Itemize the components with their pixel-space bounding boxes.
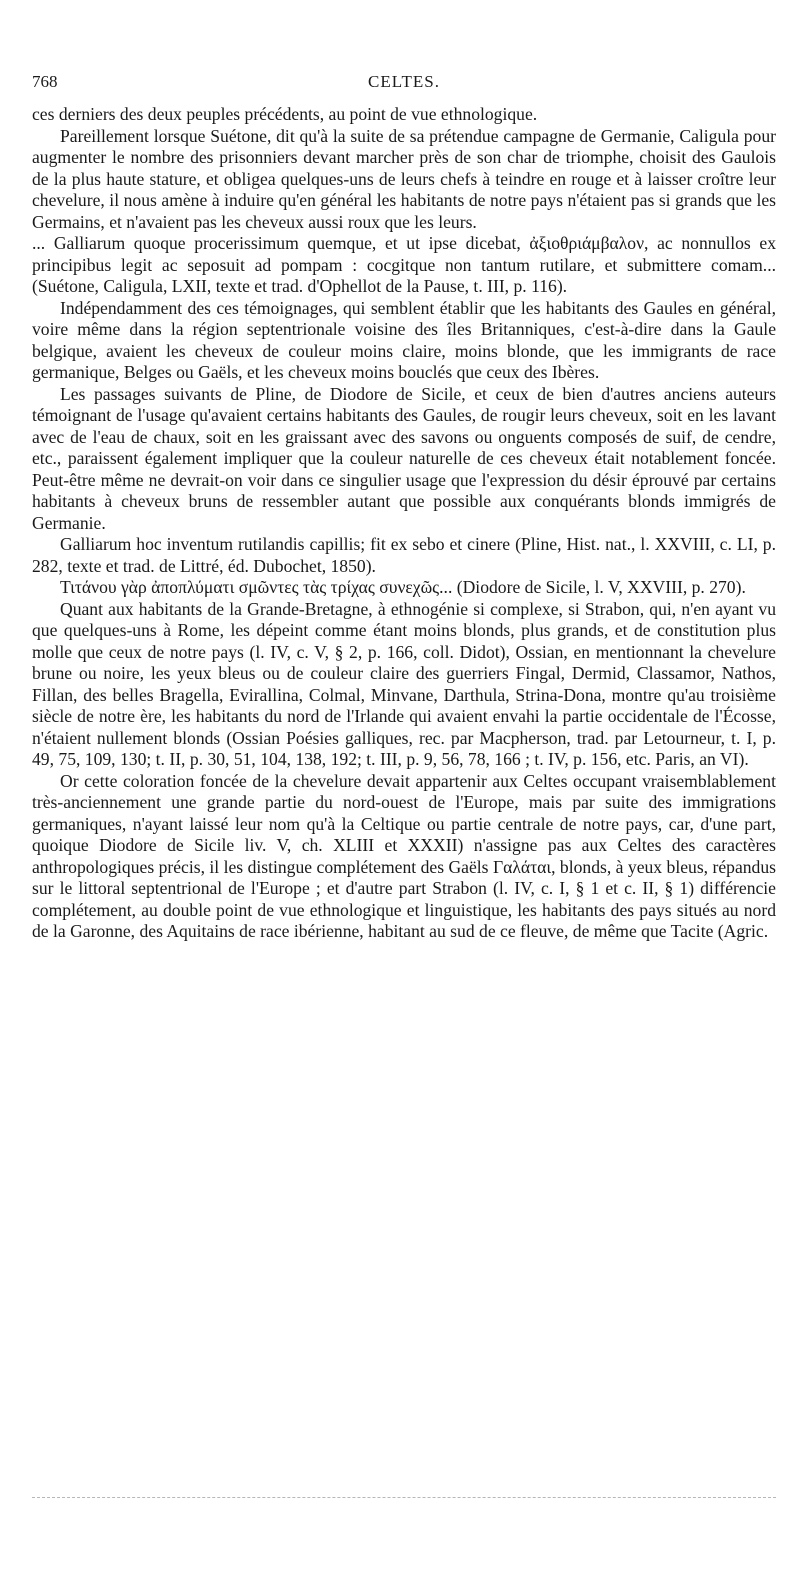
paragraph-grande-bretagne: Quant aux habitants de la Grande-Bretagne, à ethnogénie si complexe, si Strabon, qui, n'en ayant vu que quelques-uns à Rome, les dépeint comme étant moins blonds, plus grands, et de constitution plus molle que ceux de notre pays (l. IV, c. V, § 2, p. 166, coll. Didot), Ossian, en mentionnant la chevelure brune ou noire, les yeux bleus ou de couleur claire des guerriers Fingal, Dermid, Classamor, Nathos, Fillan, des belles Bragella, Evirallina, Colmal, Minvane, Darthula, Strina-Dona, montre qu'au troisième siècle de notre ère, les habitants du nord de l'Irlande qui avaient envahi la partie occidentale de l'Écosse, n'étaient nullement blonds (Ossian Poésies galliques, rec. par Macpherson, trad. par Letourneur, t. I, p. 49, 75, 109, 130; t. II, p. 30, 51, 104, 138, 192; t. III, p. 9, 56, 78, 166 ; t. IV, p. 156, etc. Paris, an VI). (32, 598, 776, 769)
page-header-title: CELTES. (367, 72, 441, 91)
paragraph-pline-diodore: Les passages suivants de Pline, de Diodore de Sicile, et ceux de bien d'autres anciens auteurs témoignant de l'usage qu'avaient certains habitants des Gaules, de rougir leurs cheveux, soit en les lavant avec de l'eau de chaux, soit en les graissant avec des savons ou onguents composés de suif, de cendre, etc., paraissent également impliquer que la couleur naturelle de ces cheveux était notablement foncée. Peut-être même ne devrait-on voir dans ce singulier usage que l'expression du désir éprouvé par certains habitants à cheveux bruns de ressembler autant que possible aux conquérants blonds immigrés de Germanie. (32, 383, 776, 533)
paragraph-suetone: Pareillement lorsque Suétone, dit qu'à la suite de sa prétendue campagne de Germanie, Caligula pour augmenter le nombre des prisonniers devant marcher près de son char de triomphe, choisit des Gaulois de la plus haute stature, et obligea quelques-uns de leurs chefs à teindre en rouge et à laisser croître leur chevelure, il nous amène à induire qu'en général les habitants de notre pays n'étaient pas si grands que les Germains, et n'avaient pas les cheveux aussi roux que les leurs. (32, 125, 776, 232)
paragraph-continuation: ces derniers des deux peuples précédents, au point de vue ethnologique. (32, 104, 538, 124)
quotation-suetone: ... Galliarum quoque procerissimum quemque, et ut ipse dicebat, ἀξιοθριάμβαλον, ac nonnullos ex principibus legit ac seposuit ad pompam : cocgitque non tantum rutilare, et submittere comam... (Suétone, Caligula, LXII, texte et trad. d'Ophellot de la Pause, t. III, p. 116). (32, 233, 776, 296)
footnote-separator (32, 1497, 776, 1498)
body-text (32, 104, 776, 943)
running-head (32, 72, 776, 98)
book-page (32, 72, 776, 943)
quotation-diodore: Τιτάνου γὰρ ἀποπλύματι σμῶντες τὰς τρίχας συνεχῶς... (Diodore de Sicile, l. V, XXVIII, p. 270). (60, 577, 746, 597)
paragraph-independamment: Indépendamment des ces témoignages, qui semblent établir que les habitants des Gaules en général, voire même dans la région septentrionale voisine des îles Britanniques, c'est-à-dire dans la Gaule belgique, avaient les cheveux de couleur moins claire, moins blonde, que les immigrants de race germanique, Belges ou Gaëls, et les cheveux moins bouclés que ceux des Ibères. (32, 297, 776, 382)
quotation-pline: Galliarum hoc inventum rutilandis capillis; fit ex sebo et cinere (Pline, Hist. nat., l. XXVIII, c. LI, p. 282, texte et trad. de Littré, éd. Dubochet, 1850). (32, 534, 776, 576)
page-number: 768 (32, 72, 58, 91)
paragraph-celtes: Or cette coloration foncée de la chevelure devait appartenir aux Celtes occupant vraisemblablement très-anciennement une grande partie du nord-ouest de l'Europe, mais par suite des immigrations germaniques, n'ayant laissé leur nom qu'à la Celtique ou partie centrale de notre pays, car, d'une part, quoique Diodore de Sicile liv. V, ch. XLIII et XXXII) n'assigne pas aux Celtes des caractères anthropologiques précis, il les distingue complétement des Gaëls Γαλάται, blonds, à yeux bleus, répandus sur le littoral septentrional de l'Europe ; et d'autre part Strabon (l. IV, c. I, § 1 et c. II, § 1) différencie complétement, au double point de vue ethnologique et linguistique, les habitants des pays situés au nord de la Garonne, des Aquitains de race ibérienne, habitant au sud de ce fleuve, de même que Tacite (Agric. (32, 770, 776, 941)
